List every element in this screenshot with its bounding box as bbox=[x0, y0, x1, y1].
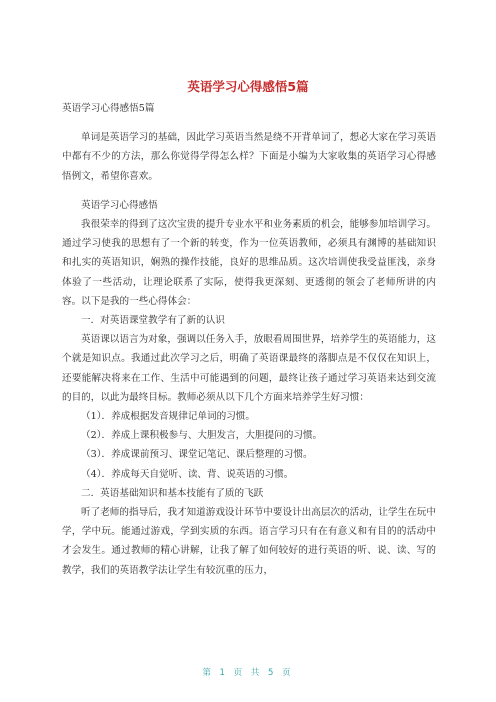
body-paragraph: 听了老师的指导后，我才知道游戏设计环节中要设计出高层次的活动，让学生在玩中学，学中玩。能通过游戏，学到实质的东西。语言学习只有在有意义和有目的的活动中才会发生。通过教师的精心讲解，让我了解了如何较好的进行英语的听、说、读、写的教学，我们的英语教学法让学生有较沉重的压力， bbox=[62, 507, 436, 576]
list-item: （3）．养成课前预习、课堂记笔记、课后整理的习惯。 bbox=[81, 449, 313, 461]
document-body bbox=[62, 99, 436, 580]
body-paragraph: 英语课以语言为对象，强调以任务入手，放眼看周围世界，培养学生的英语能力，这个就是知识点。我通过此次学习之后，明确了英语课最终的落脚点是不仅仅在知识上，还要能解决将来在工作、生活中可能遇到的问题，最终让孩子通过学习英语来达到交流的目的，以此为最终目标。教师必须从以下几个方面来培养学生好习惯： bbox=[62, 334, 436, 403]
body-paragraph: 我很荣幸的得到了这次宝贵的提升专业水平和业务素质的机会，能够参加培训学习。通过学习使我的思想有了一个新的转变，作为一位英语教师，必须具有渊博的基础知识和扎实的英语知识，娴熟的操作技能，良好的思维品质。这次培训使我受益匪浅，亲身体验了一些活动，让理论联系了实际，使得我更深刻、更透彻的领会了老师所讲的内容。以下是我的一些心得体会： bbox=[62, 219, 436, 307]
section-heading: 英语学习心得感悟 bbox=[81, 199, 158, 211]
list-item: （4）．养成每天自觉听、读、背、说英语的习惯。 bbox=[81, 468, 294, 480]
page-number: 第 1 页 共 5 页 bbox=[202, 668, 294, 678]
point-heading: 一．对英语课堂教学有了新的认识 bbox=[81, 315, 225, 327]
document-title: 英语学习心得感悟5篇 bbox=[187, 79, 309, 94]
intro-paragraph: 单词是英语学习的基础，因此学习英语当然是绕不开背单词了，想必大家在学习英语中都有不少的方法，那么你觉得学得怎么样？下面是小编为大家收集的英语学习心得感悟例文，希望你喜欢。 bbox=[62, 132, 436, 182]
point-heading: 二．英语基础知识和基本技能有了质的飞跃 bbox=[81, 487, 264, 499]
list-item: （1）．养成根据发音规律记单词的习惯。 bbox=[81, 411, 255, 423]
list-item: （2）．养成上课积极参与、大胆发言，大胆提问的习惯。 bbox=[81, 430, 323, 442]
document-subtitle: 英语学习心得感悟5篇 bbox=[62, 103, 155, 114]
